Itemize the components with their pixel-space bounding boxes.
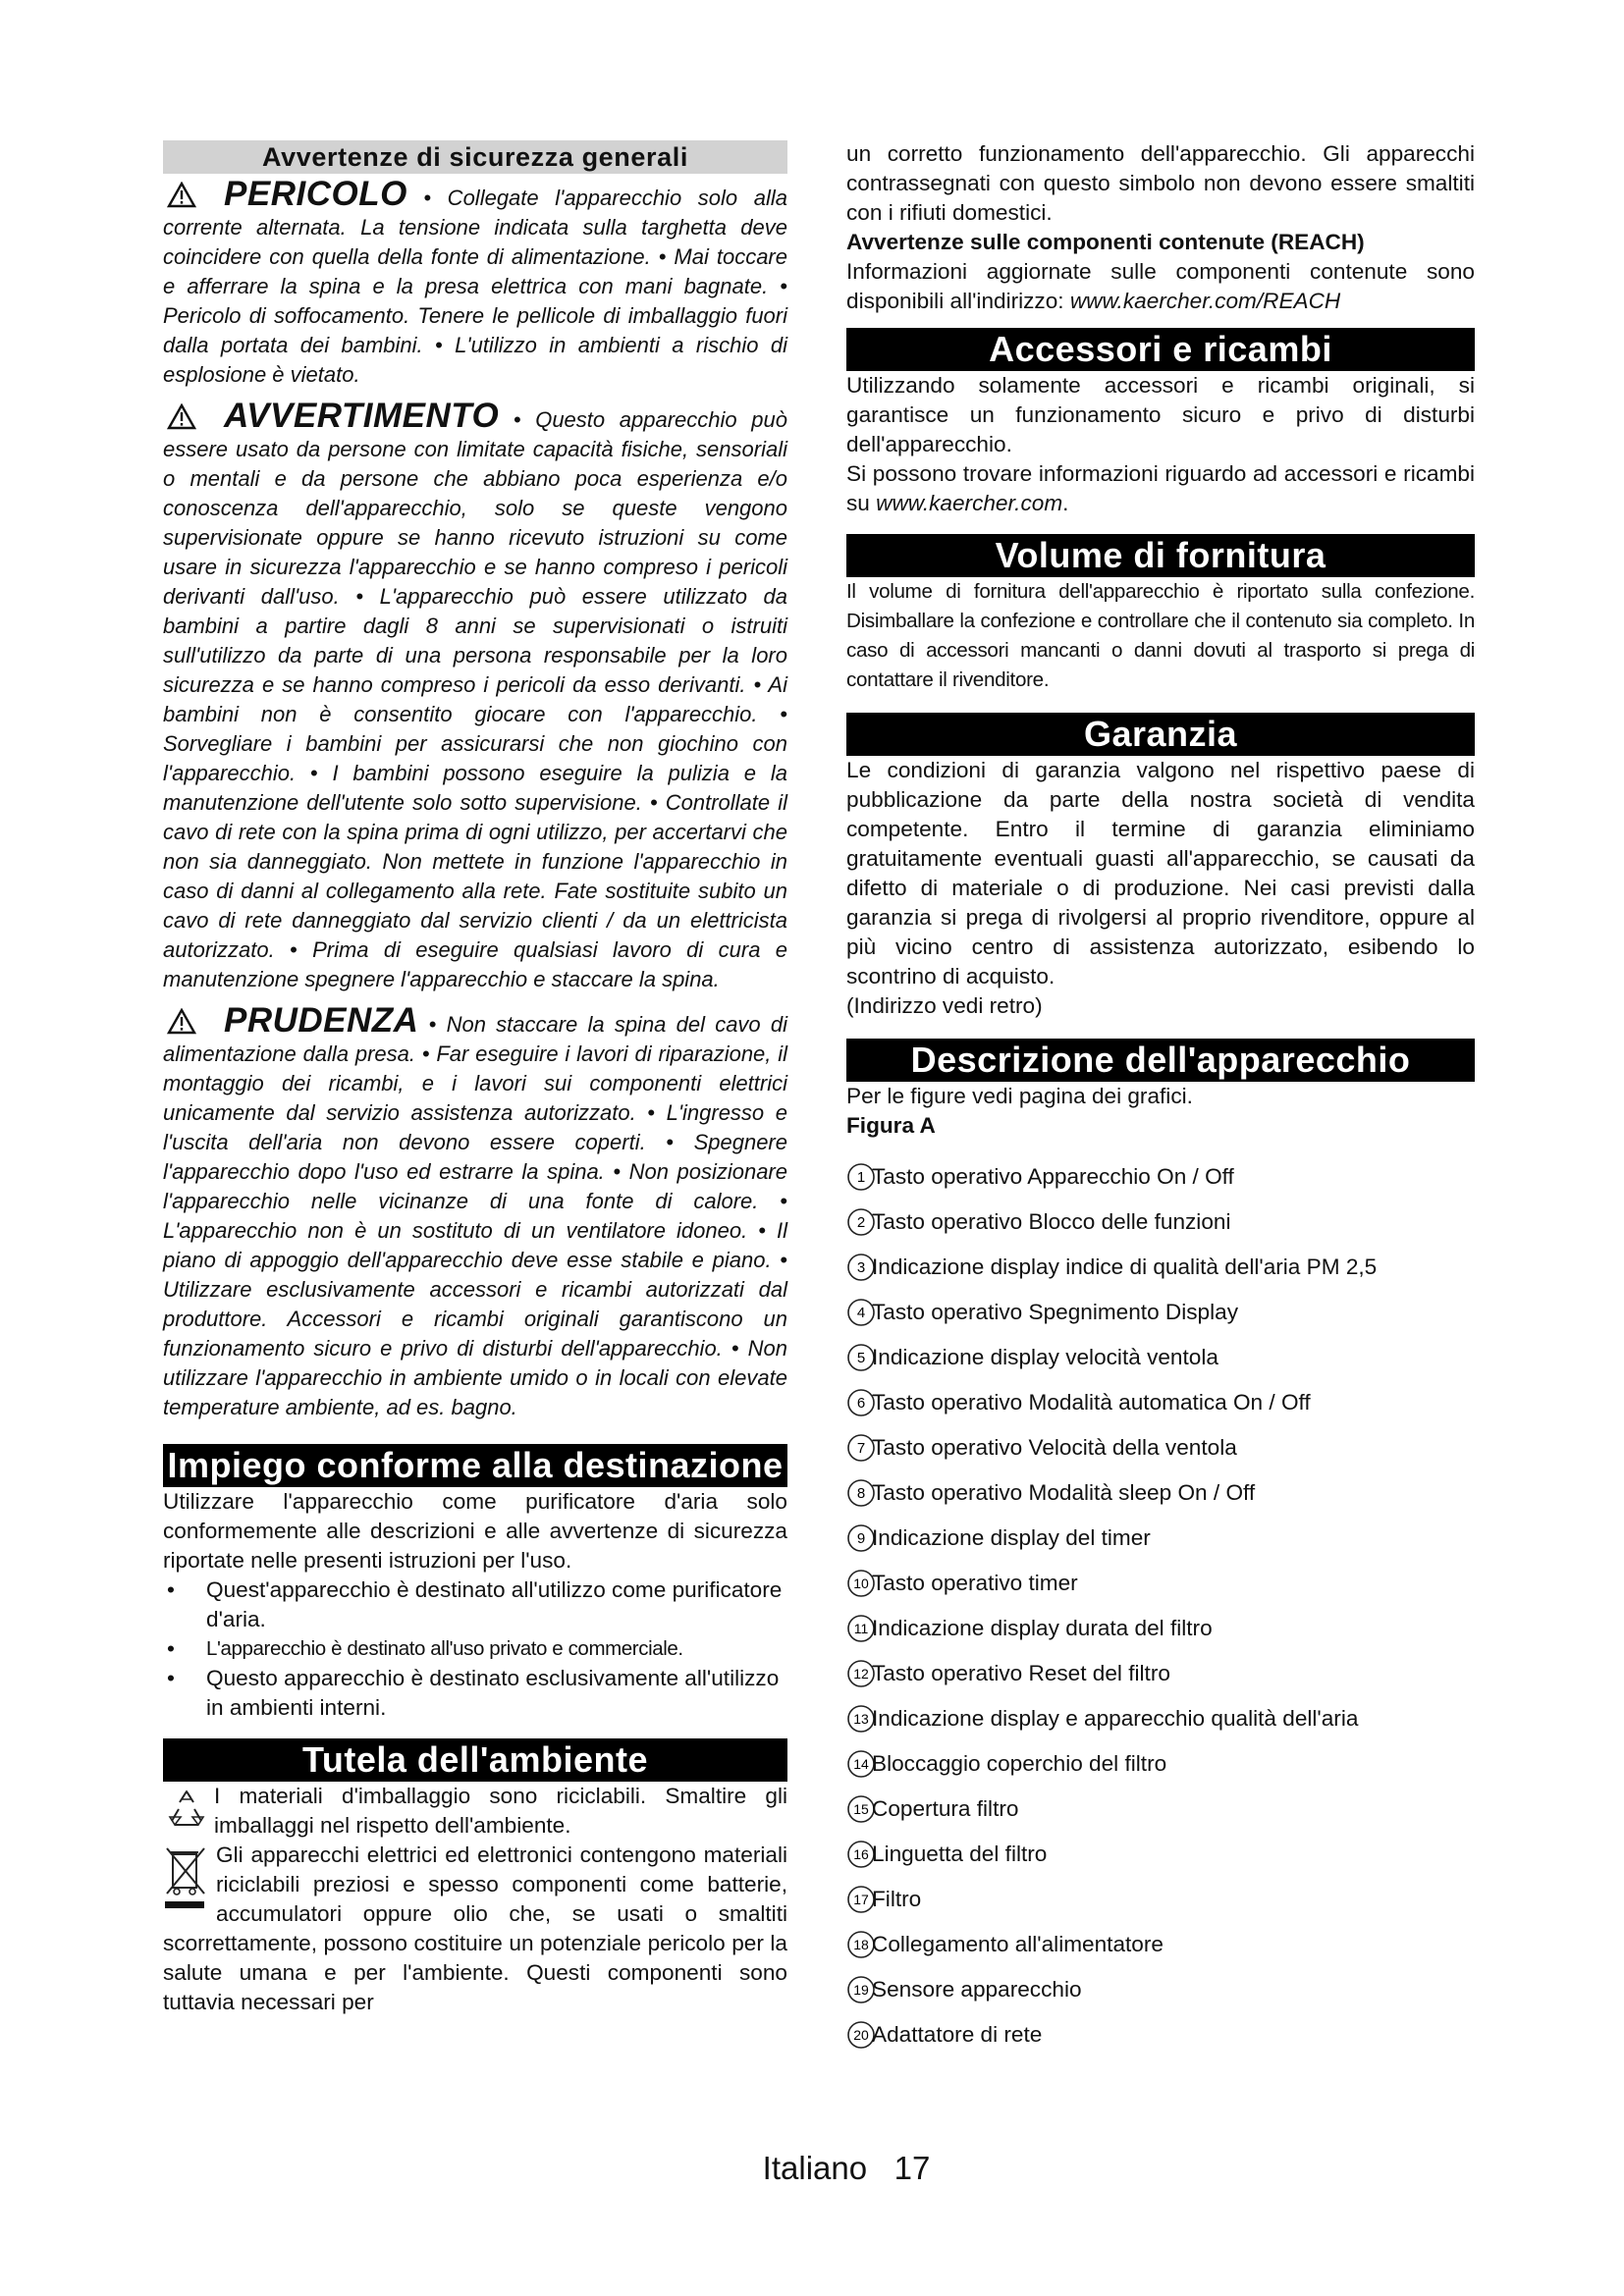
svg-text:3: 3: [856, 1259, 866, 1276]
volume-text: Il volume di fornitura dell'apparecchio è riportato sulla confezione. Disimballare la confezione e controllare che il contenuto sia completo. In caso di accessori mancanti o danni dovuti al trasporto si prega di contattare il rivenditore.: [846, 580, 1475, 691]
svg-text:1: 1: [856, 1169, 866, 1186]
tutela-body: [163, 1782, 787, 2017]
svg-text:9: 9: [856, 1530, 866, 1547]
parts-list-item: [846, 1470, 1475, 1516]
parts-list-item: [846, 1651, 1475, 1696]
list-item: • L'apparecchio è destinato all'uso privato e commerciale.: [167, 1636, 683, 1661]
accessori-link[interactable]: www.kaercher.com: [876, 491, 1063, 515]
crossed-bin-icon: [163, 1844, 208, 1911]
parts-list-item: [846, 1245, 1475, 1290]
parts-list-label: Indicazione display velocità ventola: [872, 1345, 1218, 1369]
parts-list-item: [846, 1741, 1475, 1787]
accessori-text-2: Si possono trovare informazioni riguardo ad accessori e ricambi su: [846, 461, 1475, 515]
page-footer: [0, 2150, 1624, 2187]
parts-list-item: [846, 1877, 1475, 1922]
svg-text:16: 16: [853, 1846, 869, 1862]
parts-list-item: [846, 1606, 1475, 1651]
section-bar-descrizione: Descrizione dell'apparecchio: [846, 1039, 1475, 1082]
parts-list-item: [846, 1696, 1475, 1741]
section-bar-garanzia: Garanzia: [846, 713, 1475, 756]
warning-triangle-icon: [167, 182, 196, 208]
parts-list-label: Bloccaggio coperchio del filtro: [872, 1751, 1167, 1776]
parts-list-label: Sensore apparecchio: [872, 1977, 1082, 2002]
parts-list-label: Adattatore di rete: [872, 2022, 1043, 2047]
svg-text:5: 5: [856, 1350, 866, 1366]
footer-language: Italiano: [762, 2150, 868, 2186]
parts-list-item: [846, 1290, 1475, 1335]
svg-text:7: 7: [856, 1440, 866, 1457]
disposal-continuation-text: un corretto funzionamento dell'apparecchio. Gli apparecchi contrassegnati con questo simbolo non devono essere smaltiti con i rifiuti domestici.: [846, 141, 1475, 225]
parts-list-label: Tasto operativo Blocco delle funzioni: [872, 1209, 1231, 1234]
pericolo-block: [163, 175, 787, 390]
section-bar-tutela: Tutela dell'ambiente: [163, 1738, 787, 1782]
parts-list-item: [846, 2012, 1475, 2057]
pericolo-title: PERICOLO: [224, 175, 407, 213]
parts-list-item: [846, 1200, 1475, 1245]
svg-text:10: 10: [853, 1575, 869, 1591]
avvertimento-title: AVVERTIMENTO: [224, 397, 500, 435]
svg-text:2: 2: [856, 1214, 866, 1231]
avvertimento-text: • Questo apparecchio può essere usato da persone con limitate capacità fisiche, sensoriali o mentali e da persone che abbiano poca esperienza e/o conoscenza dell'apparecchio, solo se queste vengono supervisionate oppure se hanno ricevuto istruzioni su come usare in sicurezza l'apparecchio e se hanno compreso i pericoli derivanti dall'uso. • L'apparecchio può essere utilizzato da bambini a partire dagli 8 anni se supervisionati o istruiti sull'utilizzo da parte di una persona responsabile per la loro sicurezza e se hanno compreso i pericoli da esso derivanti. • Ai bambini non è consentito giocare con l'apparecchio. • Sorvegliare i bambini per assicurarsi che non giochino con l'apparecchio. • I bambini possono eseguire la pulizia e la manutenzione dell'utente solo sotto supervisione. • Controllate il cavo di rete con la spina prima di ogni utilizzo, per accertarvi che non sia danneggiato. Non mettete in funzione l'apparecchio in caso di danni al collegamento alla rete. Fate sostituite subito un cavo di rete danneggiato dal servizio clienti / da un elettricista autorizzato. • Prima di eseguire qualsiasi lavoro di cura e manutenzione spegnere l'apparecchio e staccare la spina.: [163, 407, 787, 991]
left-column: [163, 140, 787, 2017]
parts-list-label: Tasto operativo Apparecchio On / Off: [872, 1164, 1234, 1189]
svg-text:15: 15: [853, 1801, 869, 1817]
impiego-text: Utilizzare l'apparecchio come purificatore d'aria solo conformemente alle descrizioni e alle avvertenze di sicurezza riportate nelle presenti istruzioni per l'uso.: [163, 1489, 787, 1573]
figura-label: Figura A: [846, 1113, 936, 1138]
accessori-text-end: .: [1062, 491, 1069, 515]
impiego-bullet-list: [163, 1575, 787, 1723]
parts-list-label: Tasto operativo Reset del filtro: [872, 1661, 1170, 1685]
svg-text:11: 11: [853, 1621, 869, 1636]
list-item: • Quest'apparecchio è destinato all'utilizzo come purificatore d'aria.: [167, 1577, 783, 1631]
svg-text:13: 13: [853, 1711, 869, 1727]
parts-list-label: Indicazione display e apparecchio qualità dell'aria: [872, 1706, 1359, 1731]
svg-text:4: 4: [856, 1305, 866, 1321]
parts-list-label: Indicazione display del timer: [872, 1525, 1151, 1550]
svg-text:14: 14: [853, 1756, 869, 1772]
warning-triangle-icon: [167, 1008, 196, 1035]
parts-list-item: [846, 1967, 1475, 2012]
parts-list-label: Copertura filtro: [872, 1796, 1019, 1821]
section-bar-volume: Volume di fornitura: [846, 534, 1475, 577]
parts-list-label: Tasto operativo Velocità della ventola: [872, 1435, 1237, 1460]
parts-list-item: [846, 1922, 1475, 1967]
reach-paragraph: [846, 257, 1475, 316]
svg-text:17: 17: [853, 1892, 869, 1907]
svg-text:18: 18: [853, 1937, 869, 1952]
reach-heading: Avvertenze sulle componenti contenute (REACH): [846, 230, 1365, 254]
garanzia-text: Le condizioni di garanzia valgono nel rispettivo paese di pubblicazione da parte della nostra società di vendita competente. Entro il termine di garanzia eliminiamo gratuitamente eventuali guasti all'apparecchio, se causati da difetto di materiale o di produzione. Nei casi previsti dalla garanzia si prega di rivolgersi al proprio rivenditore, oppure al più vicino centro di assistenza autorizzato, esibendo lo scontrino di acquisto.: [846, 758, 1475, 988]
tutela-text-2: Gli apparecchi elettrici ed elettronici contengono materiali riciclabili preziosi e spesso componenti come batterie, accumulatori oppure olio che, se usati o smaltiti scorrettamente, possono costituire un potenziale pericolo per la salute umana e per l'ambiente. Questi componenti sono tuttavia necessari per: [163, 1842, 787, 2014]
svg-text:20: 20: [853, 2027, 869, 2043]
warning-triangle-icon: [167, 403, 196, 430]
svg-text:8: 8: [856, 1485, 866, 1502]
section-bar-impiego: Impiego conforme alla destinazione: [163, 1444, 787, 1487]
right-column: [846, 139, 1475, 2057]
parts-list-item: [846, 1561, 1475, 1606]
reach-text: Informazioni aggiornate sulle componenti contenute sono disponibili all'indirizzo:: [846, 259, 1475, 313]
descrizione-text: Per le figure vedi pagina dei grafici.: [846, 1084, 1193, 1108]
list-item: • Questo apparecchio è destinato esclusivamente all'utilizzo in ambienti interni.: [167, 1666, 780, 1720]
tutela-text-1: I materiali d'imballaggio sono riciclabili. Smaltire gli imballaggi nel rispetto dell'ambiente.: [214, 1784, 787, 1838]
parts-list-item: [846, 1335, 1475, 1380]
parts-list-label: Tasto operativo Modalità sleep On / Off: [872, 1480, 1256, 1505]
parts-list-item: [846, 1425, 1475, 1470]
parts-list-label: Linguetta del filtro: [872, 1842, 1048, 1866]
parts-list-label: Tasto operativo Spegnimento Display: [872, 1300, 1239, 1324]
avvertimento-block: [163, 397, 787, 994]
parts-list-label: Tasto operativo Modalità automatica On / Off: [872, 1390, 1311, 1415]
prudenza-title: PRUDENZA: [224, 1001, 419, 1040]
parts-list-item: [846, 1380, 1475, 1425]
parts-list-label: Collegamento all'alimentatore: [872, 1932, 1164, 1956]
svg-text:6: 6: [856, 1395, 866, 1412]
section-title-safety: Avvertenze di sicurezza generali: [163, 140, 787, 174]
parts-list-item: [846, 1787, 1475, 1832]
parts-list-item: [846, 1516, 1475, 1561]
reach-link[interactable]: www.kaercher.com/REACH: [1069, 289, 1341, 313]
garanzia-address-note: (Indirizzo vedi retro): [846, 993, 1043, 1018]
parts-list-label: Tasto operativo timer: [872, 1571, 1078, 1595]
parts-list: [846, 1154, 1475, 2057]
prudenza-text: • Non staccare la spina del cavo di alimentazione dalla presa. • Far eseguire i lavori di riparazione, il montaggio dei ricambi, e i lavori sui componenti elettrici unicamente dal servizio assistenza autorizzato. • L'ingresso e l'uscita dell'aria non devono essere coperti. • Spegnere l'apparecchio dopo l'uso ed estrarre la spina. • Non posizionare l'apparecchio nelle vicinanze di una fonte di calore. • L'apparecchio non è un sostituto di un ventilatore idoneo. • Il piano di appoggio dell'apparecchio deve esse stabile e piano. • Utilizzare esclusivamente accessori e ricambi autorizzati dal produttore. Accessori e ricambi originali garantiscono un funzionamento sicuro e privo di disturbi dell'apparecchio. • Non utilizzare l'apparecchio in ambiente umido o in locali con elevate temperature ambiente, ad es. bagno.: [163, 1012, 787, 1419]
svg-text:19: 19: [853, 1982, 869, 1998]
accessori-text-1: Utilizzando solamente accessori e ricambi originali, si garantisce un funzionamento sicuro e privo di disturbi dell'apparecchio.: [846, 373, 1475, 456]
parts-list-item: [846, 1154, 1475, 1200]
pericolo-text: • Collegate l'apparecchio solo alla corrente alternata. La tensione indicata sulla targhetta deve coincidere con quella della fonte di alimentazione. • Mai toccare e afferrare la spina e la presa elettrica con mani bagnate. • Pericolo di soffocamento. Tenere le pellicole di imballaggio fuori dalla portata dei bambini. • L'utilizzo in ambienti a rischio di esplosione è vietato.: [163, 186, 787, 387]
svg-text:12: 12: [853, 1666, 869, 1682]
parts-list-label: Indicazione display indice di qualità dell'aria PM 2,5: [872, 1255, 1378, 1279]
accessori-paragraph-2: [846, 459, 1475, 518]
parts-list-item: [846, 1832, 1475, 1877]
parts-list-label: Indicazione display durata del filtro: [872, 1616, 1213, 1640]
page-number: 17: [893, 2150, 931, 2186]
parts-list-label: Filtro: [872, 1887, 922, 1911]
recycle-icon: [167, 1788, 206, 1831]
section-bar-accessori: Accessori e ricambi: [846, 328, 1475, 371]
prudenza-block: [163, 1001, 787, 1422]
